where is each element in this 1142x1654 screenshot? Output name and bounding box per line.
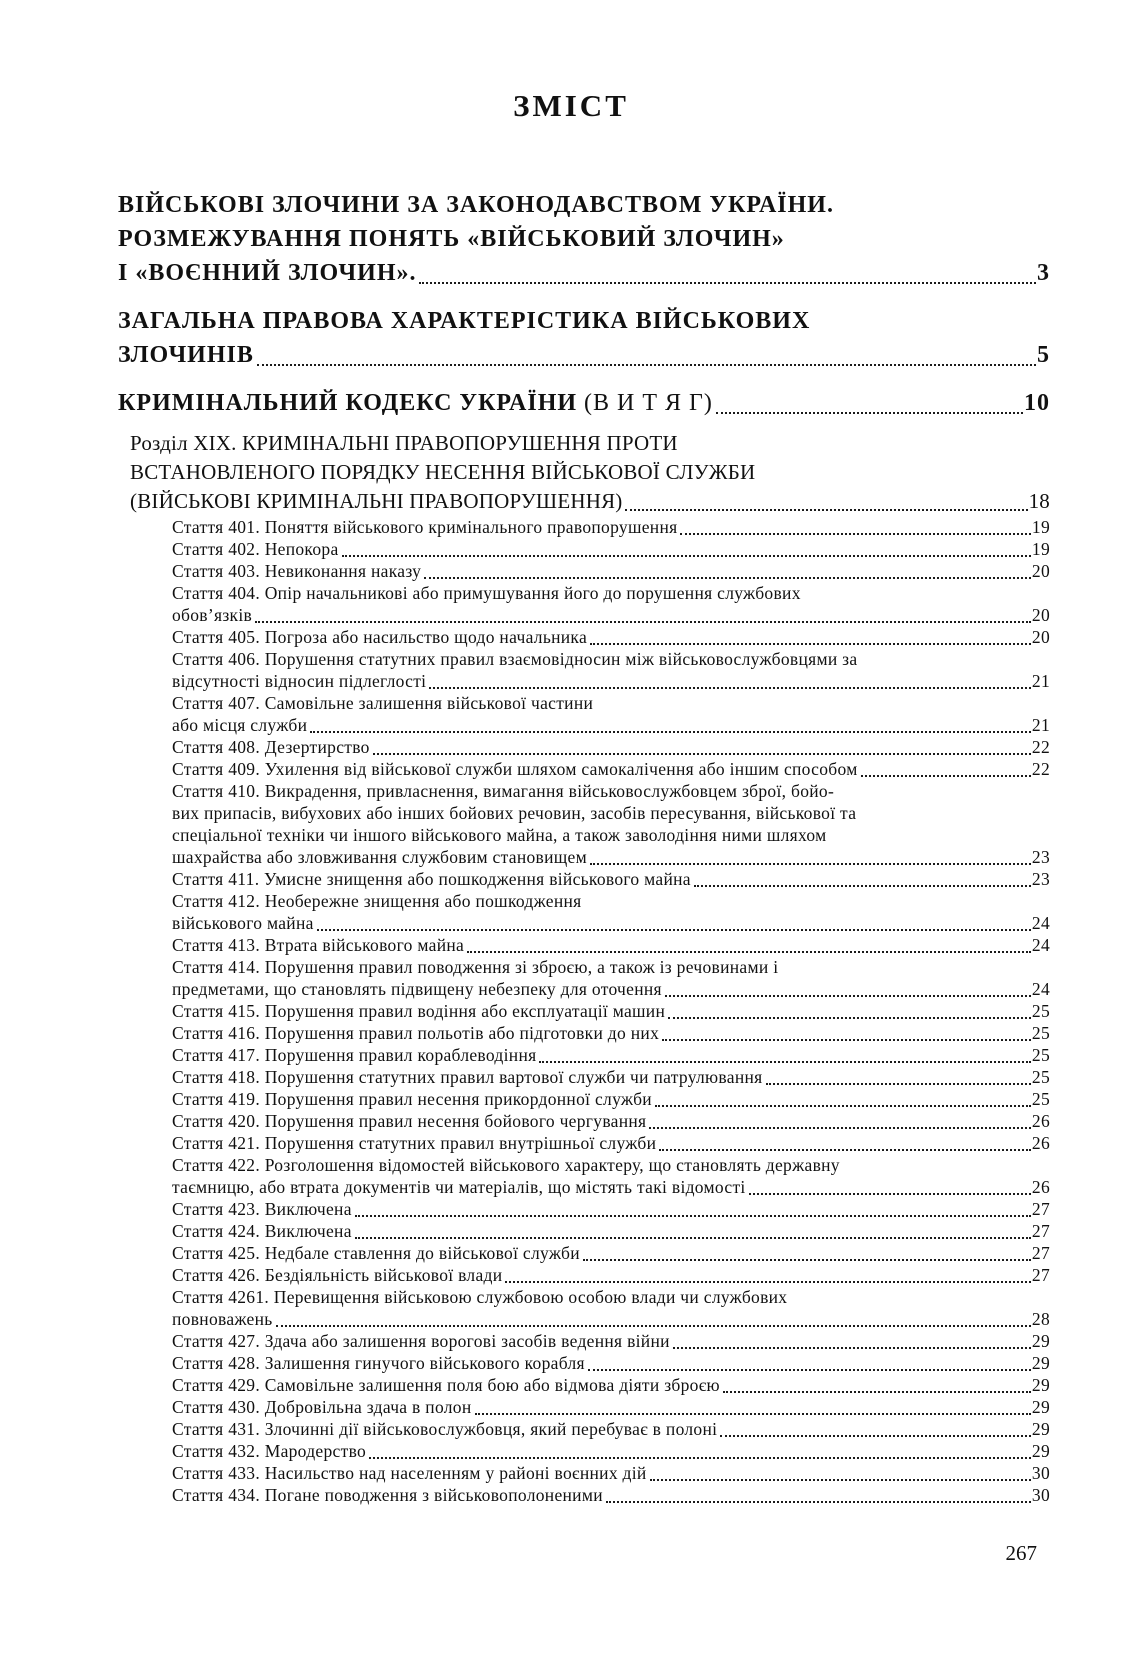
dot-leader [606,1501,1031,1503]
toc-entry-text: (ВІЙСЬКОВІ КРИМІНАЛЬНІ ПРАВОПОРУШЕННЯ) [130,489,623,513]
dot-leader [342,555,1031,557]
toc-entry-text: Стаття 433. Насильство над населенням у районі воєнних дій [172,1463,647,1483]
toc-line [172,890,1050,912]
dot-leader [590,643,1031,645]
page-ref: 21 [1031,671,1050,691]
dot-leader [662,1039,1031,1041]
toc-article-entry [172,1352,1050,1374]
toc-line [172,736,1050,758]
toc-line [130,487,1050,516]
dot-leader [716,412,1023,414]
toc-entry-text: Стаття 430. Добровільна здача в полон [172,1397,472,1417]
toc-line [172,1308,1050,1330]
toc-line [172,1044,1050,1066]
toc-line [130,458,1050,487]
toc-line [172,802,1050,824]
dot-leader [590,863,1031,865]
toc-line [172,1154,1050,1176]
toc-line [172,692,1050,714]
page-ref: 25 [1031,1089,1050,1109]
toc-entry-text: предметами, що становлять підвищену небезпеку для оточення [172,979,662,999]
toc-entry-text: Стаття 4261. Перевищення військовою службовою особою влади чи службових [172,1287,788,1307]
page-ref: 21 [1031,715,1050,735]
toc-line [172,1088,1050,1110]
toc-entry-text: Стаття 429. Самовільне залишення поля бою або відмова діяти зброєю [172,1375,720,1395]
toc-entry-text: Стаття 403. Невиконання наказу [172,561,422,581]
toc-article-entry [172,692,1050,736]
dot-leader [276,1325,1031,1327]
page-ref: 19 [1031,539,1050,559]
dot-leader [861,775,1031,777]
dot-leader [467,951,1031,953]
toc-entry-text: Стаття 432. Мародерство [172,1441,367,1461]
toc-line [172,1198,1050,1220]
toc-article-entry [172,736,1050,758]
toc-line [172,1484,1050,1506]
toc-article-entry [172,1088,1050,1110]
toc-entry-text: Стаття 434. Погане поводження з військовополоненими [172,1485,603,1505]
toc-article-entry [172,1220,1050,1242]
toc-line [172,1396,1050,1418]
toc-line [172,1132,1050,1154]
toc-entry-text: Стаття 411. Умисне знищення або пошкодження військового майна [172,869,691,889]
toc-article-entry [172,582,1050,626]
toc-entry-text: Стаття 427. Здача або залишення ворогові засобів ведення війни [172,1331,670,1351]
page-ref: 25 [1031,1023,1050,1043]
toc-line [172,1352,1050,1374]
toc-line [118,222,1050,256]
toc-entry-text: Стаття 414. Порушення правил поводження зі зброєю, а також із речовинами і [172,957,779,977]
page-ref: 24 [1031,913,1050,933]
toc-line [172,758,1050,780]
dot-leader [255,621,1031,623]
dot-leader [373,753,1031,755]
toc-list [0,188,1142,1506]
dot-leader [419,282,1036,284]
toc-entry-text: Стаття 419. Порушення правил несення прикордонної служби [172,1089,652,1109]
dot-leader [673,1347,1031,1349]
page-ref: 29 [1031,1331,1050,1351]
page-ref: 24 [1031,935,1050,955]
toc-line [118,256,1050,290]
toc-entry-text: військового майна [172,913,314,933]
page-ref: 27 [1031,1199,1050,1219]
toc-heading-entry [118,386,1050,420]
page-ref: 30 [1031,1463,1050,1483]
dot-leader [355,1237,1031,1239]
toc-entry-text: Стаття 402. Непокора [172,539,339,559]
dot-leader [424,577,1031,579]
toc-line [172,538,1050,560]
toc-article-entry [172,1198,1050,1220]
toc-article-entry [172,1132,1050,1154]
toc-line [172,780,1050,802]
toc-line [172,560,1050,582]
toc-entry-suffix: (В И Т Я Г) [584,390,713,416]
toc-heading-entry [118,304,1050,372]
toc-line [172,1110,1050,1132]
toc-line [118,338,1050,372]
toc-line [172,1286,1050,1308]
page-ref: 29 [1031,1375,1050,1395]
dot-leader [749,1193,1031,1195]
toc-entry-text: обов’язків [172,605,253,625]
toc-article-entry [172,560,1050,582]
dot-leader [720,1435,1031,1437]
toc-entry-text: І «ВОЄННИЙ ЗЛОЧИН». [118,260,417,286]
page-ref: 3 [1037,260,1050,286]
page-ref: 29 [1031,1441,1050,1461]
page-ref: 23 [1031,847,1050,867]
toc-line [172,1330,1050,1352]
page-ref: 24 [1031,979,1050,999]
dot-leader [317,929,1031,931]
page-ref: 26 [1031,1133,1050,1153]
toc-article-entry [172,648,1050,692]
toc-entry-text: ВСТАНОВЛЕНОГО ПОРЯДКУ НЕСЕННЯ ВІЙСЬКОВОЇ СЛУЖБИ [130,460,756,484]
dot-leader [355,1215,1031,1217]
dot-leader [655,1105,1031,1107]
toc-entry-text: Стаття 407. Самовільне залишення військової частини [172,693,594,713]
toc-line [172,1000,1050,1022]
page-ref: 18 [1028,489,1050,513]
toc-entry-text: Стаття 406. Порушення статутних правил взаємовідносин між військовослужбовцями за [172,649,858,669]
toc-entry-text: Стаття 422. Розголошення відомостей військового характеру, що становлять державну [172,1155,840,1175]
toc-article-entry [172,1418,1050,1440]
toc-entry-text: Стаття 413. Втрата військового майна [172,935,465,955]
toc-line [172,626,1050,648]
page-ref: 28 [1031,1309,1050,1329]
page-ref: 20 [1031,561,1050,581]
page-ref: 25 [1031,1001,1050,1021]
toc-entry-text: ВІЙСЬКОВІ ЗЛОЧИНИ ЗА ЗАКОНОДАВСТВОМ УКРАЇНИ. [118,192,834,218]
toc-line [172,582,1050,604]
toc-entry-text: Стаття 418. Порушення статутних правил вартової служби чи патрулювання [172,1067,763,1087]
toc-line [172,1418,1050,1440]
toc-article-entry [172,626,1050,648]
toc-entry-text: Стаття 420. Порушення правил несення бойового чергування [172,1111,647,1131]
page-ref: 27 [1031,1243,1050,1263]
page-ref: 20 [1031,605,1050,625]
toc-entry-text: вих припасів, вибухових або інших бойових речовин, засобів пересування, військової та [172,803,857,823]
dot-leader [625,509,1027,511]
toc-line [172,670,1050,692]
dot-leader [588,1369,1031,1371]
dot-leader [723,1391,1031,1393]
page-ref: 29 [1031,1397,1050,1417]
toc-entry-text: Стаття 415. Порушення правил водіння або експлуатації машин [172,1001,666,1021]
page-ref: 10 [1024,390,1050,416]
toc-line [172,1066,1050,1088]
toc-article-entry [172,1374,1050,1396]
dot-leader [649,1127,1030,1129]
toc-entry-text: КРИМІНАЛЬНИЙ КОДЕКС УКРАЇНИ [118,390,578,416]
toc-line [172,648,1050,670]
toc-entry-text: Стаття 410. Викрадення, привласнення, вимагання військовослужбовцем зброї, бойо- [172,781,835,801]
toc-article-entry [172,1022,1050,1044]
dot-leader [369,1457,1031,1459]
toc-article-entry [172,890,1050,934]
dot-leader [583,1259,1031,1261]
toc-line [172,1264,1050,1286]
toc-article-entry [172,516,1050,538]
toc-line [118,188,1050,222]
toc-article-entry [172,1066,1050,1088]
toc-line [172,1440,1050,1462]
page-title: ЗМІСТ [513,88,629,123]
dot-leader [665,995,1031,997]
toc-line [172,978,1050,1000]
toc-entry-text: Стаття 428. Залишення гинучого військового корабля [172,1353,585,1373]
toc-line [172,824,1050,846]
toc-line [172,714,1050,736]
dot-leader [650,1479,1031,1481]
toc-article-entry [172,934,1050,956]
toc-article-entry [172,1440,1050,1462]
toc-entry-text: Стаття 412. Необережне знищення або пошкодження [172,891,582,911]
toc-entry-text: або місця служби [172,715,308,735]
toc-entry-text: таємницю, або втрата документів чи матеріалів, що містять такі відомості [172,1177,746,1197]
toc-entry-text: Стаття 409. Ухилення від військової служби шляхом самокалічення або іншим способом [172,759,858,779]
toc-article-entry [172,538,1050,560]
toc-line [172,934,1050,956]
dot-leader [694,885,1031,887]
toc-entry-text: Стаття 404. Опір начальникові або примушування його до порушення службових [172,583,801,603]
dot-leader [539,1061,1030,1063]
dot-leader [668,1017,1031,1019]
toc-line [172,516,1050,538]
toc-article-entry [172,1242,1050,1264]
dot-leader [659,1149,1031,1151]
toc-entry-text: Стаття 424. Виключена [172,1221,352,1241]
toc-entry-text: Стаття 401. Поняття військового кримінального правопорушення [172,517,678,537]
toc-article-entry [172,1396,1050,1418]
dot-leader [680,533,1030,535]
page-ref: 5 [1037,342,1050,368]
folio-page-number: 267 [1005,1541,1037,1565]
dot-leader [475,1413,1031,1415]
toc-line [172,1242,1050,1264]
toc-line [172,1022,1050,1044]
toc-entry-text: ЗАГАЛЬНА ПРАВОВА ХАРАКТЕРІСТИКА ВІЙСЬКОВИХ [118,308,811,334]
dot-leader [310,731,1031,733]
page-ref: 27 [1031,1265,1050,1285]
toc-article-entry [172,1154,1050,1198]
toc-entry-text: Стаття 425. Недбале ставлення до військової служби [172,1243,580,1263]
dot-leader [429,687,1031,689]
dot-leader [766,1083,1031,1085]
toc-article-entry [172,956,1050,1000]
toc-article-entry [172,1330,1050,1352]
toc-entry-text: відсутності відносин підлеглості [172,671,427,691]
toc-line [172,1462,1050,1484]
toc-section-entry [130,429,1050,516]
toc-entry-text: РОЗМЕЖУВАННЯ ПОНЯТЬ «ВІЙСЬКОВИЙ ЗЛОЧИН» [118,226,785,252]
toc-line [118,304,1050,338]
page-ref: 25 [1031,1067,1050,1087]
toc-entry-text: Стаття 408. Дезертирство [172,737,370,757]
toc-entry-text: Стаття 426. Бездіяльність військової влади [172,1265,503,1285]
page-ref: 29 [1031,1353,1050,1373]
toc-article-entry [172,758,1050,780]
toc-entry-text: Стаття 416. Порушення правил польотів або підготовки до них [172,1023,660,1043]
toc-article-entry [172,1264,1050,1286]
toc-line [172,1374,1050,1396]
toc-entry-text: Стаття 421. Порушення статутних правил внутрішньої служби [172,1133,657,1153]
toc-entry-text: Стаття 405. Погроза або насильство щодо начальника [172,627,588,647]
toc-entry-text: Стаття 423. Виключена [172,1199,352,1219]
dot-leader [505,1281,1030,1283]
toc-entry-text: повноважень [172,1309,273,1329]
page-ref: 26 [1031,1177,1050,1197]
toc-entry-text: Розділ XIX. КРИМІНАЛЬНІ ПРАВОПОРУШЕННЯ ПРОТИ [130,431,678,455]
toc-entry-text: Стаття 431. Злочинні дії військовослужбовця, який перебуває в полоні [172,1419,718,1439]
toc-article-entry [172,1286,1050,1330]
toc-entry-text: спеціальної техніки чи іншого військового майна, а також заволодіння ними шляхом [172,825,827,845]
toc-heading-entry [118,188,1050,290]
toc-entry-text: ЗЛОЧИНІВ [118,342,254,368]
toc-line [172,604,1050,626]
toc-article-entry [172,1484,1050,1506]
toc-entry-text: шахрайства або зловживання службовим становищем [172,847,587,867]
toc-article-entry [172,780,1050,868]
toc-article-entry [172,868,1050,890]
page-ref: 22 [1031,759,1050,779]
page-ref: 20 [1031,627,1050,647]
page-ref: 29 [1031,1419,1050,1439]
page-ref: 19 [1031,517,1050,537]
toc-line [172,956,1050,978]
page-ref: 23 [1031,869,1050,889]
toc-article-entry [172,1462,1050,1484]
toc-article-entry [172,1044,1050,1066]
toc-line [172,1176,1050,1198]
toc-article-entry [172,1110,1050,1132]
toc-entry-text: Стаття 417. Порушення правил кораблеводіння [172,1045,537,1065]
toc-line [172,846,1050,868]
toc-line [172,868,1050,890]
page-ref: 25 [1031,1045,1050,1065]
dot-leader [257,364,1036,366]
toc-line [118,386,1050,420]
page-ref: 26 [1031,1111,1050,1131]
page-ref: 30 [1031,1485,1050,1505]
toc-line [172,1220,1050,1242]
toc-article-entry [172,1000,1050,1022]
page-ref: 22 [1031,737,1050,757]
page-ref: 27 [1031,1221,1050,1241]
toc-line [130,429,1050,458]
toc-line [172,912,1050,934]
